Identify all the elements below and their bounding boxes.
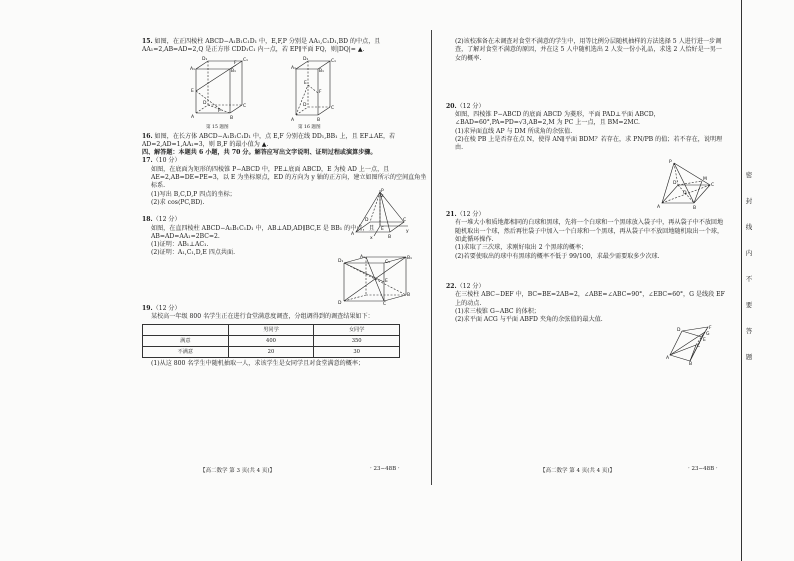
q19-part-2: (2)该校准备在未调查对食堂不满意的学生中，用等比例分层随机抽样的方法选择 5 人进行进一步调查，了解对食堂不满意的原因，并在这 5 人中随机选出 2 人发一份小礼品，求选 2 人恰好是一男一女的概率. (455, 38, 723, 62)
q21-stem: 有一堆大小和质地都相同的白球和黑球，先将一个白球和一个黑球放入袋子中，再从袋子中不放回地随机取出一个球，然后再往袋子中加入一个白球和一个黑球，再从袋子中不放回地随机取出一个球，如此循环操作. (455, 219, 724, 244)
column-divider (431, 30, 432, 485)
svg-text:C: C (383, 301, 387, 307)
binding-line (741, 0, 742, 561)
footer-right-code: · 23−48B · (688, 466, 718, 472)
section-heading-answers: 四、解答题：本题共 6 小题，共 70 分。解答应写出文字说明、证明过程或演算步骤。 (142, 149, 377, 157)
question-20-header (446, 103, 726, 111)
q19-stem: 某校高一年级 800 名学生正在进行食堂满意度调查，分组调得到的调查结果如下： (151, 312, 374, 320)
q20-score: （12 分） (456, 102, 485, 110)
q21-part-1: (1)求取了三次球，求刚好取出 2 个黑球的概率； (455, 244, 588, 252)
q20-stem: 如图，四棱锥 P−ABCD 的底面 ABCD 为菱形，平面 PAD⊥平面 ABCD，∠BAD=60°,PA=PD=√3,AB=2,M 为 PC 上一点，且 BM=2MC. (455, 111, 660, 127)
q18-number: 18. (142, 216, 153, 224)
fig15-label-d1: D₁ (202, 56, 208, 62)
q18-stem: 如图，在直四棱柱 ABCD−A₁B₁C₁D₁ 中，AB⊥AD,AD∥BC,E 是 BB₁ 的中点，且 AB=AD=AA₁=2BC=2. (151, 224, 375, 240)
table-cell: 30 (314, 347, 400, 358)
figure-20-pyramid (656, 159, 716, 212)
footer-left-label: 【高二数学 (200, 468, 228, 474)
svg-text:x: x (370, 235, 373, 241)
question-22-body (446, 291, 726, 368)
svg-text:P: P (381, 188, 384, 194)
q18-score: （12 分） (152, 216, 181, 224)
q20-part-2: (2)在棱 PB 上是否存在点 N，使得 AN∥平面 BDM？若存在，求 PN/PB 的值；若不存在，说明理由. (455, 136, 723, 152)
fig15-label-c1: C₁ (243, 57, 248, 63)
q22-part-2: (2)求平面 ACG 与平面 ABFD 夹角的余弦值的最大值. (455, 316, 603, 324)
figures-15-16 (142, 55, 427, 129)
svg-text:O: O (683, 191, 687, 197)
left-column (142, 38, 427, 368)
q19-number: 19. (142, 304, 153, 312)
table-cell: 400 (228, 336, 314, 347)
figure-16-caption: 第 16 题图 (298, 124, 321, 130)
binding-char: 密 (745, 171, 753, 179)
fig15-label-p: P (218, 108, 221, 114)
q16-number: 16. (142, 132, 153, 140)
fig15-label-d: D (203, 100, 207, 106)
svg-text:B: B (388, 234, 392, 240)
fig16-label-a: A (291, 117, 295, 123)
table-header-cell (143, 325, 229, 336)
question-15 (142, 38, 427, 55)
footer-right-label: 【高二数学 (540, 468, 568, 474)
binding-char: 封 (745, 197, 753, 205)
fig16-label-c1: C₁ (331, 58, 336, 64)
table-header-cell: 女同学 (314, 325, 400, 336)
fig15-label-c: C (243, 103, 247, 109)
footer-left-page: 第 3 页(共 4 页)】 (229, 468, 276, 474)
q22-stem: 在三棱柱 ABC−DEF 中，BC=BE=2AB=2，∠ABE=∠ABC=90°，∠EBC=60°，G 是线段 EF 上的动点. (455, 291, 725, 307)
svg-text:A: A (666, 356, 670, 362)
table-row (143, 347, 400, 358)
q15-end: . (362, 46, 365, 54)
footer-right (540, 466, 615, 474)
q17-part-2: (2)求 cos⟨PC,BD⟩. (151, 198, 205, 206)
fig16-label-e: E (304, 80, 307, 86)
q19-part-1: (1)从这 800 名学生中随机抽取一人，求该学生是女同学且对食堂满意的概率； (151, 360, 365, 368)
q21-score: （12 分） (456, 211, 485, 219)
svg-text:B: B (689, 362, 693, 368)
q18-part-2: (2)证明：A₁,C₁,D,E 四点共面. (151, 249, 236, 257)
question-18-body (142, 224, 427, 307)
svg-text:E: E (385, 278, 388, 284)
binding-char: 内 (745, 249, 753, 257)
svg-text:C: C (697, 344, 701, 350)
svg-text:D₁: D₁ (338, 258, 344, 264)
fig15-label-e: E (191, 88, 194, 94)
svg-text:C: C (711, 183, 715, 189)
question-16 (142, 133, 427, 150)
svg-text:A: A (657, 205, 661, 211)
fig15-label-f: F (234, 60, 237, 66)
fig15-label-a1: A₁ (190, 66, 195, 72)
q20-part-1: (1)求异面直线 AP 与 DM 所成角的余弦值. (455, 127, 573, 135)
svg-text:B: B (407, 292, 411, 298)
q20-number: 20. (446, 102, 457, 110)
svg-text:D: D (673, 181, 677, 187)
binding-char: 不 (745, 275, 753, 283)
q19-score: （12 分） (152, 304, 181, 312)
svg-text:P: P (669, 160, 672, 166)
q21-number: 21. (446, 211, 457, 219)
footer-left (200, 466, 275, 474)
svg-text:C: C (403, 217, 407, 223)
binding-char: 线 (745, 223, 753, 231)
svg-text:B₁: B₁ (407, 255, 412, 261)
question-17-header (142, 157, 427, 165)
figure-22-prism (666, 325, 716, 368)
table-row (143, 336, 400, 347)
svg-text:z: z (381, 193, 384, 199)
binding-char: 要 (745, 301, 753, 309)
binding-char: 答 (745, 327, 753, 335)
fig15-label-b1: B₁ (231, 68, 236, 74)
svg-text:y: y (406, 228, 409, 234)
q21-part-2: (2)若要使取出的球中有黑球的概率不低于 99/100，求最少需要取多少次球. (455, 252, 660, 260)
q17-stem: 如图，在底面为矩形的四棱锥 P−ABCD 中，PE⊥底面 ABCD，E 为棱 AD 上一点，且 AE=2,AB=DE=PE=3，以 E 为坐标原点，ED 的方向为 y 轴的正方向，建立如图所示的空间直角坐标系. (151, 165, 427, 190)
q16-end: . (266, 140, 269, 148)
svg-text:F: F (709, 326, 712, 332)
footer-right-page: 第 4 页(共 4 页)】 (569, 468, 616, 474)
question-20-body (446, 111, 726, 212)
fig15-label-a: A (191, 114, 195, 120)
q22-score: （12 分） (456, 282, 485, 290)
figure-16-cuboid (292, 57, 342, 125)
binding-char: 题 (745, 353, 753, 361)
q17-part-1: (1)写出 B,C,D,P 四点的坐标； (151, 190, 236, 198)
q15-number: 15. (142, 38, 153, 45)
fig16-label-a1: A₁ (291, 65, 296, 71)
survey-table (142, 324, 400, 358)
q18-part-1: (1)证明：AB₁⊥AC₁. (151, 241, 209, 249)
svg-text:B: B (693, 206, 697, 212)
table-header-cell: 男同学 (228, 325, 314, 336)
figure-15-prism (190, 57, 254, 125)
table-cell: 350 (314, 336, 400, 347)
table-cell: 满意 (143, 336, 229, 347)
q22-part-1: (1)求三棱锥 G−ABC 的体积； (455, 307, 540, 315)
svg-text:G: G (706, 332, 710, 338)
fig16-label-c: C (331, 105, 335, 111)
table-header-row (143, 325, 400, 336)
svg-text:A: A (351, 231, 355, 237)
svg-text:E: E (703, 338, 706, 344)
q16-text: 如图，在长方体 ABCD−A₁B₁C₁D₁ 中，点 E,F 分别在线 DD₁,BB₁ 上，且 EF⊥AE，若 AD=2,AD=1,AA₁=3，则 B,F 的最小值为 (142, 132, 396, 148)
q16-blank: ▲ (261, 140, 267, 148)
q15-blank: ▲ (357, 46, 363, 54)
svg-text:D: D (365, 217, 369, 223)
q15-text: 如图，在正四棱柱 ABCD−A₁B₁C₁D₁ 中，E,F,P 分别是 AA₁,C₁D₁,BD 的中点，且 AA₁=2,AB=AD=2,Q 是正方形 CDD₁C₁ 内一点，若 EP∥平面 FQ，则|DQ|= (142, 38, 381, 54)
fig16-label-d: D (303, 102, 307, 108)
q22-number: 22. (446, 282, 457, 290)
fig16-label-b1: B₁ (319, 68, 324, 74)
svg-text:M: M (703, 177, 707, 183)
table-cell: 20 (228, 347, 314, 358)
right-column (446, 38, 726, 368)
fig16-label-b: B (317, 117, 321, 123)
svg-text:E: E (381, 226, 384, 232)
svg-text:A₁: A₁ (360, 254, 365, 260)
q17-number: 17. (142, 157, 153, 165)
fig16-label-f: F (319, 89, 322, 95)
svg-text:C₁: C₁ (385, 259, 390, 265)
svg-text:D: D (677, 328, 681, 334)
q17-score: （10 分） (152, 157, 181, 165)
figure-15-caption: 第 15 题图 (206, 124, 229, 130)
figure-18-prism (338, 255, 414, 305)
svg-text:D: D (338, 300, 342, 306)
fig15-label-b: B (230, 115, 234, 121)
fig16-label-d1: D₁ (303, 56, 309, 62)
footer-left-code: · 23−48B · (370, 466, 400, 472)
table-cell: 不满意 (143, 347, 229, 358)
